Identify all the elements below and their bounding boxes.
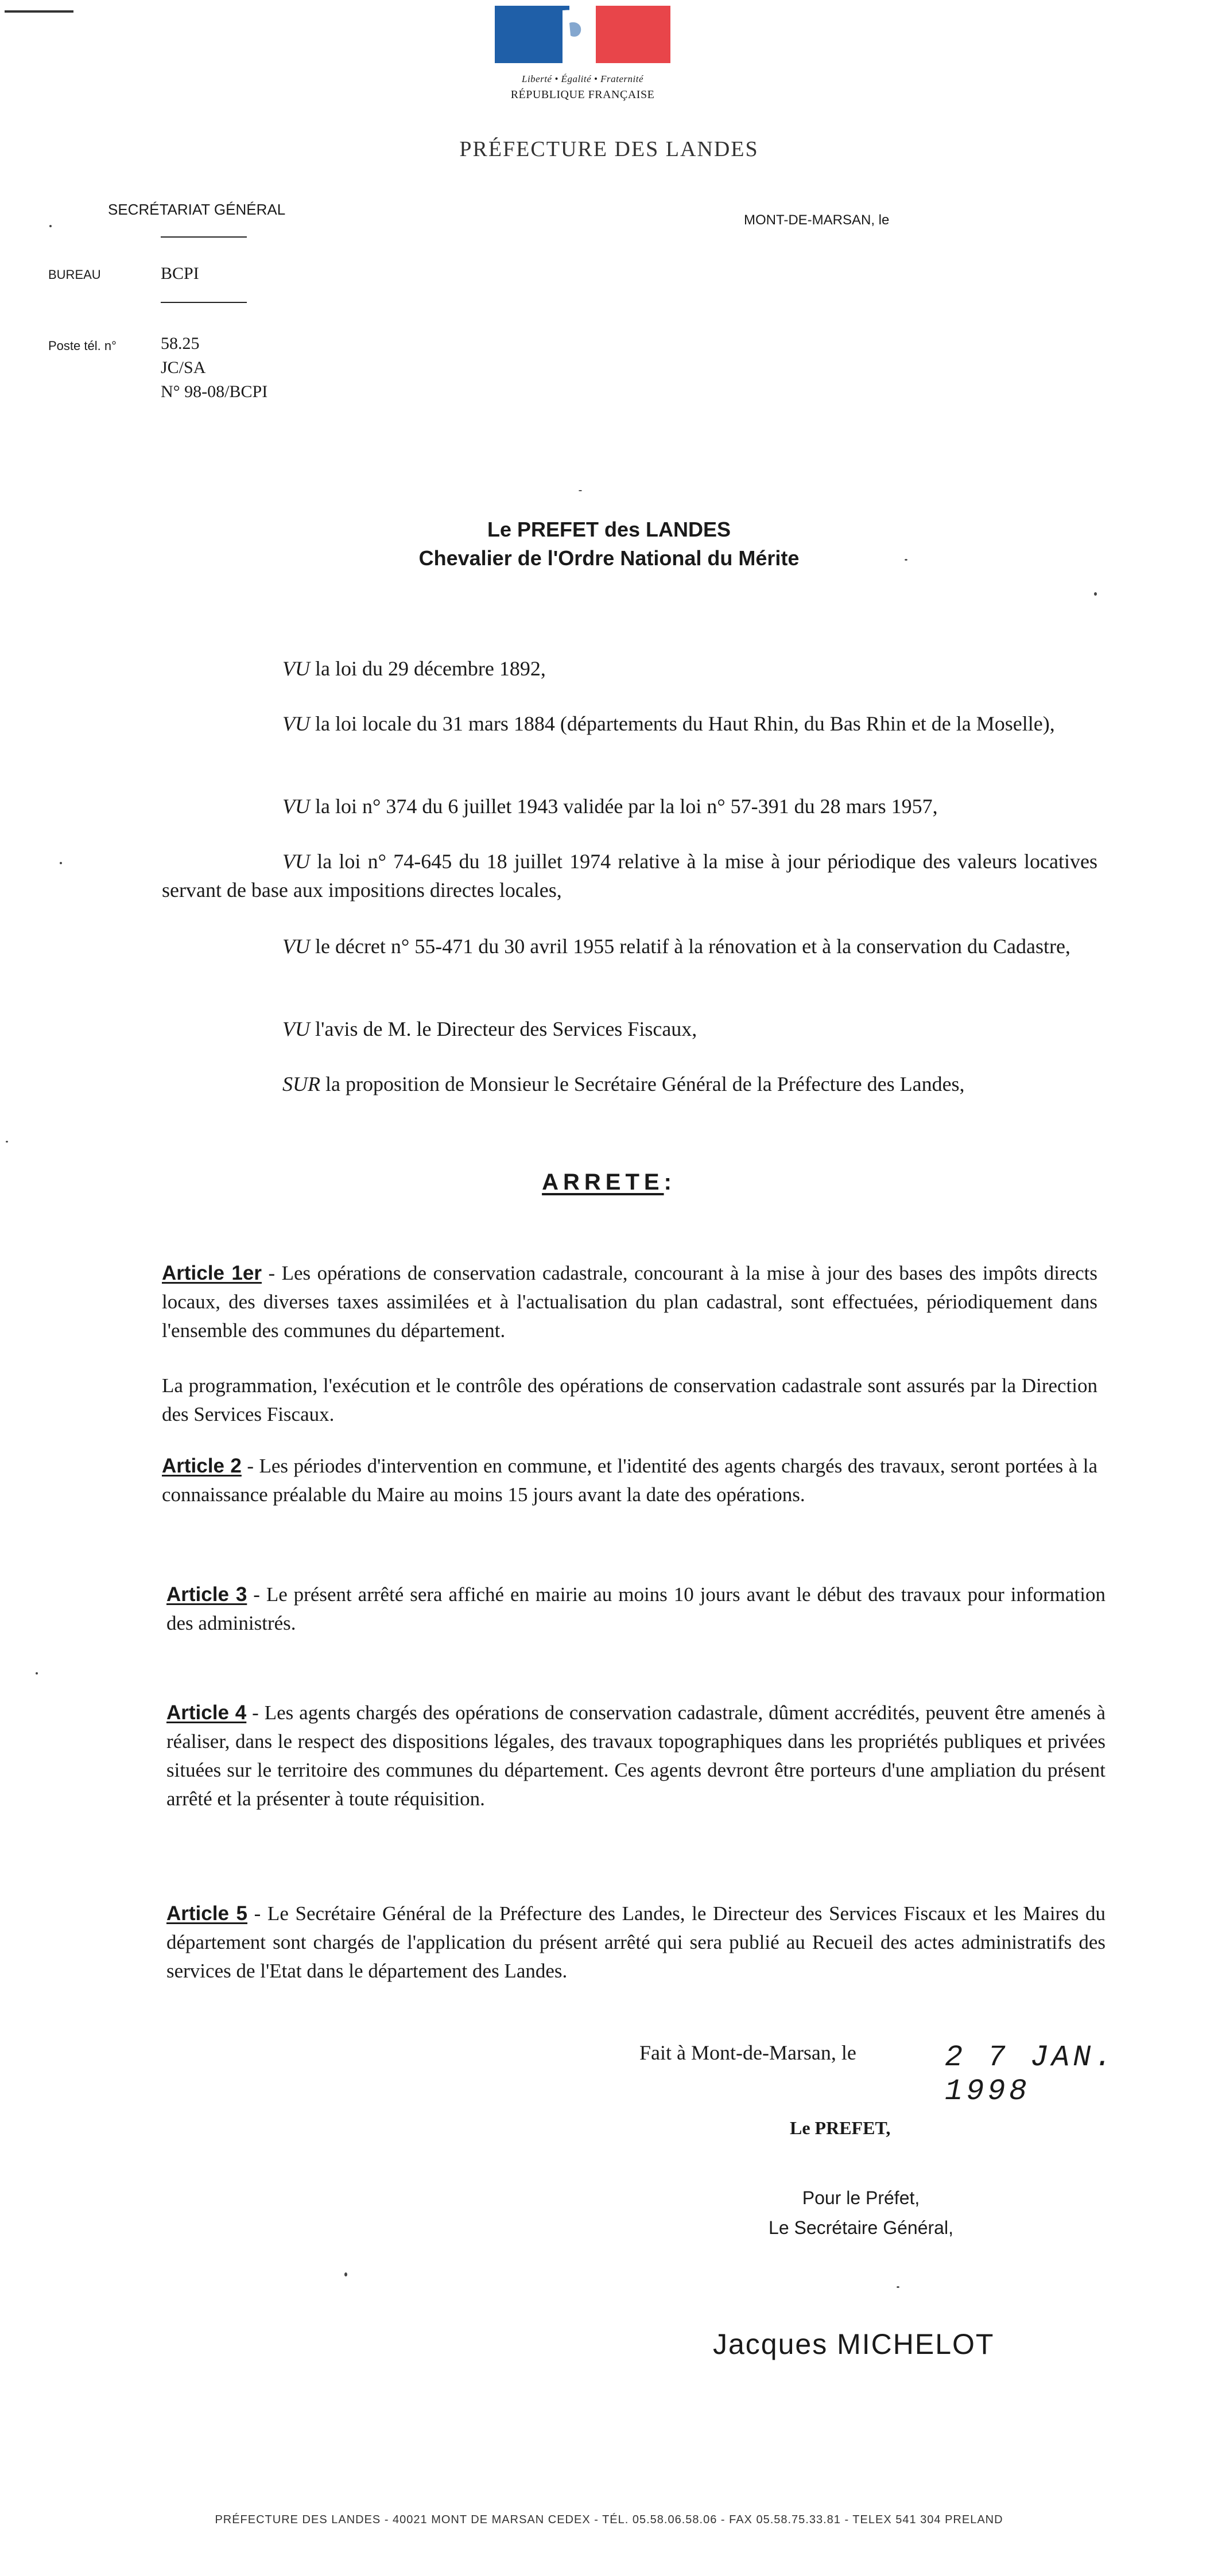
republic-name: RÉPUBLIQUE FRANÇAISE [510,88,655,101]
marianne-flag-icon [495,6,670,63]
visa-lead: VU [282,935,310,958]
visa-paragraph [162,654,1097,683]
made-at-line: Fait à Mont-de-Marsan, le [639,2041,856,2064]
prefecture-title: PRÉFECTURE DES LANDES [459,137,759,161]
bureau-value: BCPI [161,264,199,283]
visa-lead: SUR [282,1073,320,1095]
scan-speck [897,2286,899,2288]
poste-label: Poste tél. n° [48,339,117,353]
scan-mark [5,10,73,13]
scan-speck [60,862,62,864]
visa-paragraph [162,1070,1097,1098]
article-label: Article 3 [166,1583,247,1606]
secretariat-label: SECRÉTARIAT GÉNÉRAL [108,201,286,218]
bureau-rule [161,302,247,303]
visa-text: la loi n° 374 du 6 juillet 1943 validée par la loi n° 57-391 du 28 mars 1957, [310,795,938,818]
bureau-label: BUREAU [48,267,101,282]
visa-lead: VU [282,1017,310,1040]
scan-speck [6,1141,8,1143]
article-text: - Les périodes d'intervention en commune, et l'identité des agents chargés des travaux, seront portées à la connaissance préalable du Maire au moins 15 jours avant la date des opérations. [162,1455,1098,1506]
visa-text: le décret n° 55-471 du 30 avril 1955 relatif à la rénovation et à la conservation du Cadastre, [310,935,1070,958]
scan-speck [36,1672,38,1674]
scan-speck [49,225,52,227]
city-date-label: MONT-DE-MARSAN, le [744,212,890,228]
arrete-heading-text: ARRETE [542,1170,664,1195]
visa-paragraph [162,932,1097,961]
scan-speck [579,490,582,491]
article-text: - Le Secrétaire Général de la Préfecture des Landes, le Directeur des Services Fiscaux et les Maires du département sont chargés de l'application du présent arrêté qui sera publié au Recueil des actes administratifs des services de l'Etat dans le département des Landes. [166,1902,1106,1982]
article-text: - Les opérations de conservation cadastrale, concourant à la mise à jour des bases des impôts directs locaux, des diverses taxes assimilées et à l'actualisation du plan cadastral, sont effectuées, périodiquement dans l'ensemble des communes du département. [162,1262,1097,1342]
visa-lead: VU [282,850,310,873]
visa-paragraph [162,709,1097,738]
poste-value: 58.25 [161,334,200,353]
article-1 [162,1259,1097,1345]
visa-lead: VU [282,795,310,818]
visa-lead: VU [282,657,310,680]
secretariat-rule [161,236,247,238]
visa-paragraph [162,847,1097,904]
article-text: La programmation, l'exécution et le contrôle des opérations de conservation cadastrale sont assurés par la Direction des Services Fiscaux. [162,1374,1097,1425]
visa-lead: VU [282,712,310,735]
issuer-title [0,515,1218,573]
visa-paragraph [162,792,1097,821]
reference-number: N° 98-08/BCPI [161,382,268,401]
visa-text: la loi du 29 décembre 1892, [310,657,546,680]
article-label: Article 5 [166,1902,248,1925]
visa-paragraph [162,1015,1097,1043]
article-label: Article 2 [162,1455,242,1477]
visa-text: la proposition de Monsieur le Secrétaire Général de la Préfecture des Landes, [320,1073,965,1095]
article-1-paragraph-2 [162,1371,1097,1429]
scan-speck [1094,592,1097,596]
issuer-title-line1: Le PREFET des LANDES [487,518,731,541]
signature-secretaire-general: Le Secrétaire Général, [769,2217,953,2238]
issuer-title-line2: Chevalier de l'Ordre National du Mérite [418,546,800,570]
arrete-colon: : [664,1170,676,1195]
article-5 [166,1899,1105,1986]
republic-motto: Liberté • Égalité • Fraternité [522,73,643,84]
article-text: - Le présent arrêté sera affiché en mairie au moins 10 jours avant le début des travaux pour information des administrés. [166,1583,1105,1634]
visa-text: la loi n° 74-645 du 18 juillet 1974 relative à la mise à jour périodique des valeurs locatives servant de base aux impositions directes locales, [162,850,1097,902]
signature-pour-prefet: Pour le Préfet, [802,2188,920,2208]
article-4 [166,1699,1105,1813]
marianne-logo [488,6,677,102]
scan-speck [344,2272,347,2276]
visa-text: l'avis de M. le Directeur des Services Fiscaux, [310,1017,697,1040]
article-2 [162,1452,1097,1509]
date-stamp: 2 7 JAN. 1998 [945,2041,1116,2108]
reference-initials: JC/SA [161,358,206,377]
article-text: - Les agents chargés des opérations de conservation cadastrale, dûment accrédités, peuvent être amenés à réaliser, dans le respect des dispositions légales, des travaux topographiques dans les propriétés publiques et privées situées sur le territoire des communes du département. Ces agents devront être porteurs d'une ampliation du présent arrêté et la présenter à toute réquisition. [166,1701,1105,1810]
article-label: Article 1er [162,1262,262,1284]
article-3 [166,1580,1105,1638]
signature-prefet: Le PREFET, [790,2117,891,2138]
article-label: Article 4 [166,1701,247,1724]
footer-address: PRÉFECTURE DES LANDES - 40021 MONT DE MARSAN CEDEX - TÉL. 05.58.06.58.06 - FAX 05.58.75.33.81 - TELEX 541 304 PRELAND [215,2513,1003,2526]
signatory-name: Jacques MICHELOT [713,2328,995,2360]
visa-text: la loi locale du 31 mars 1884 (départements du Haut Rhin, du Bas Rhin et de la Moselle), [310,712,1055,735]
arrete-heading [0,1170,1218,1195]
